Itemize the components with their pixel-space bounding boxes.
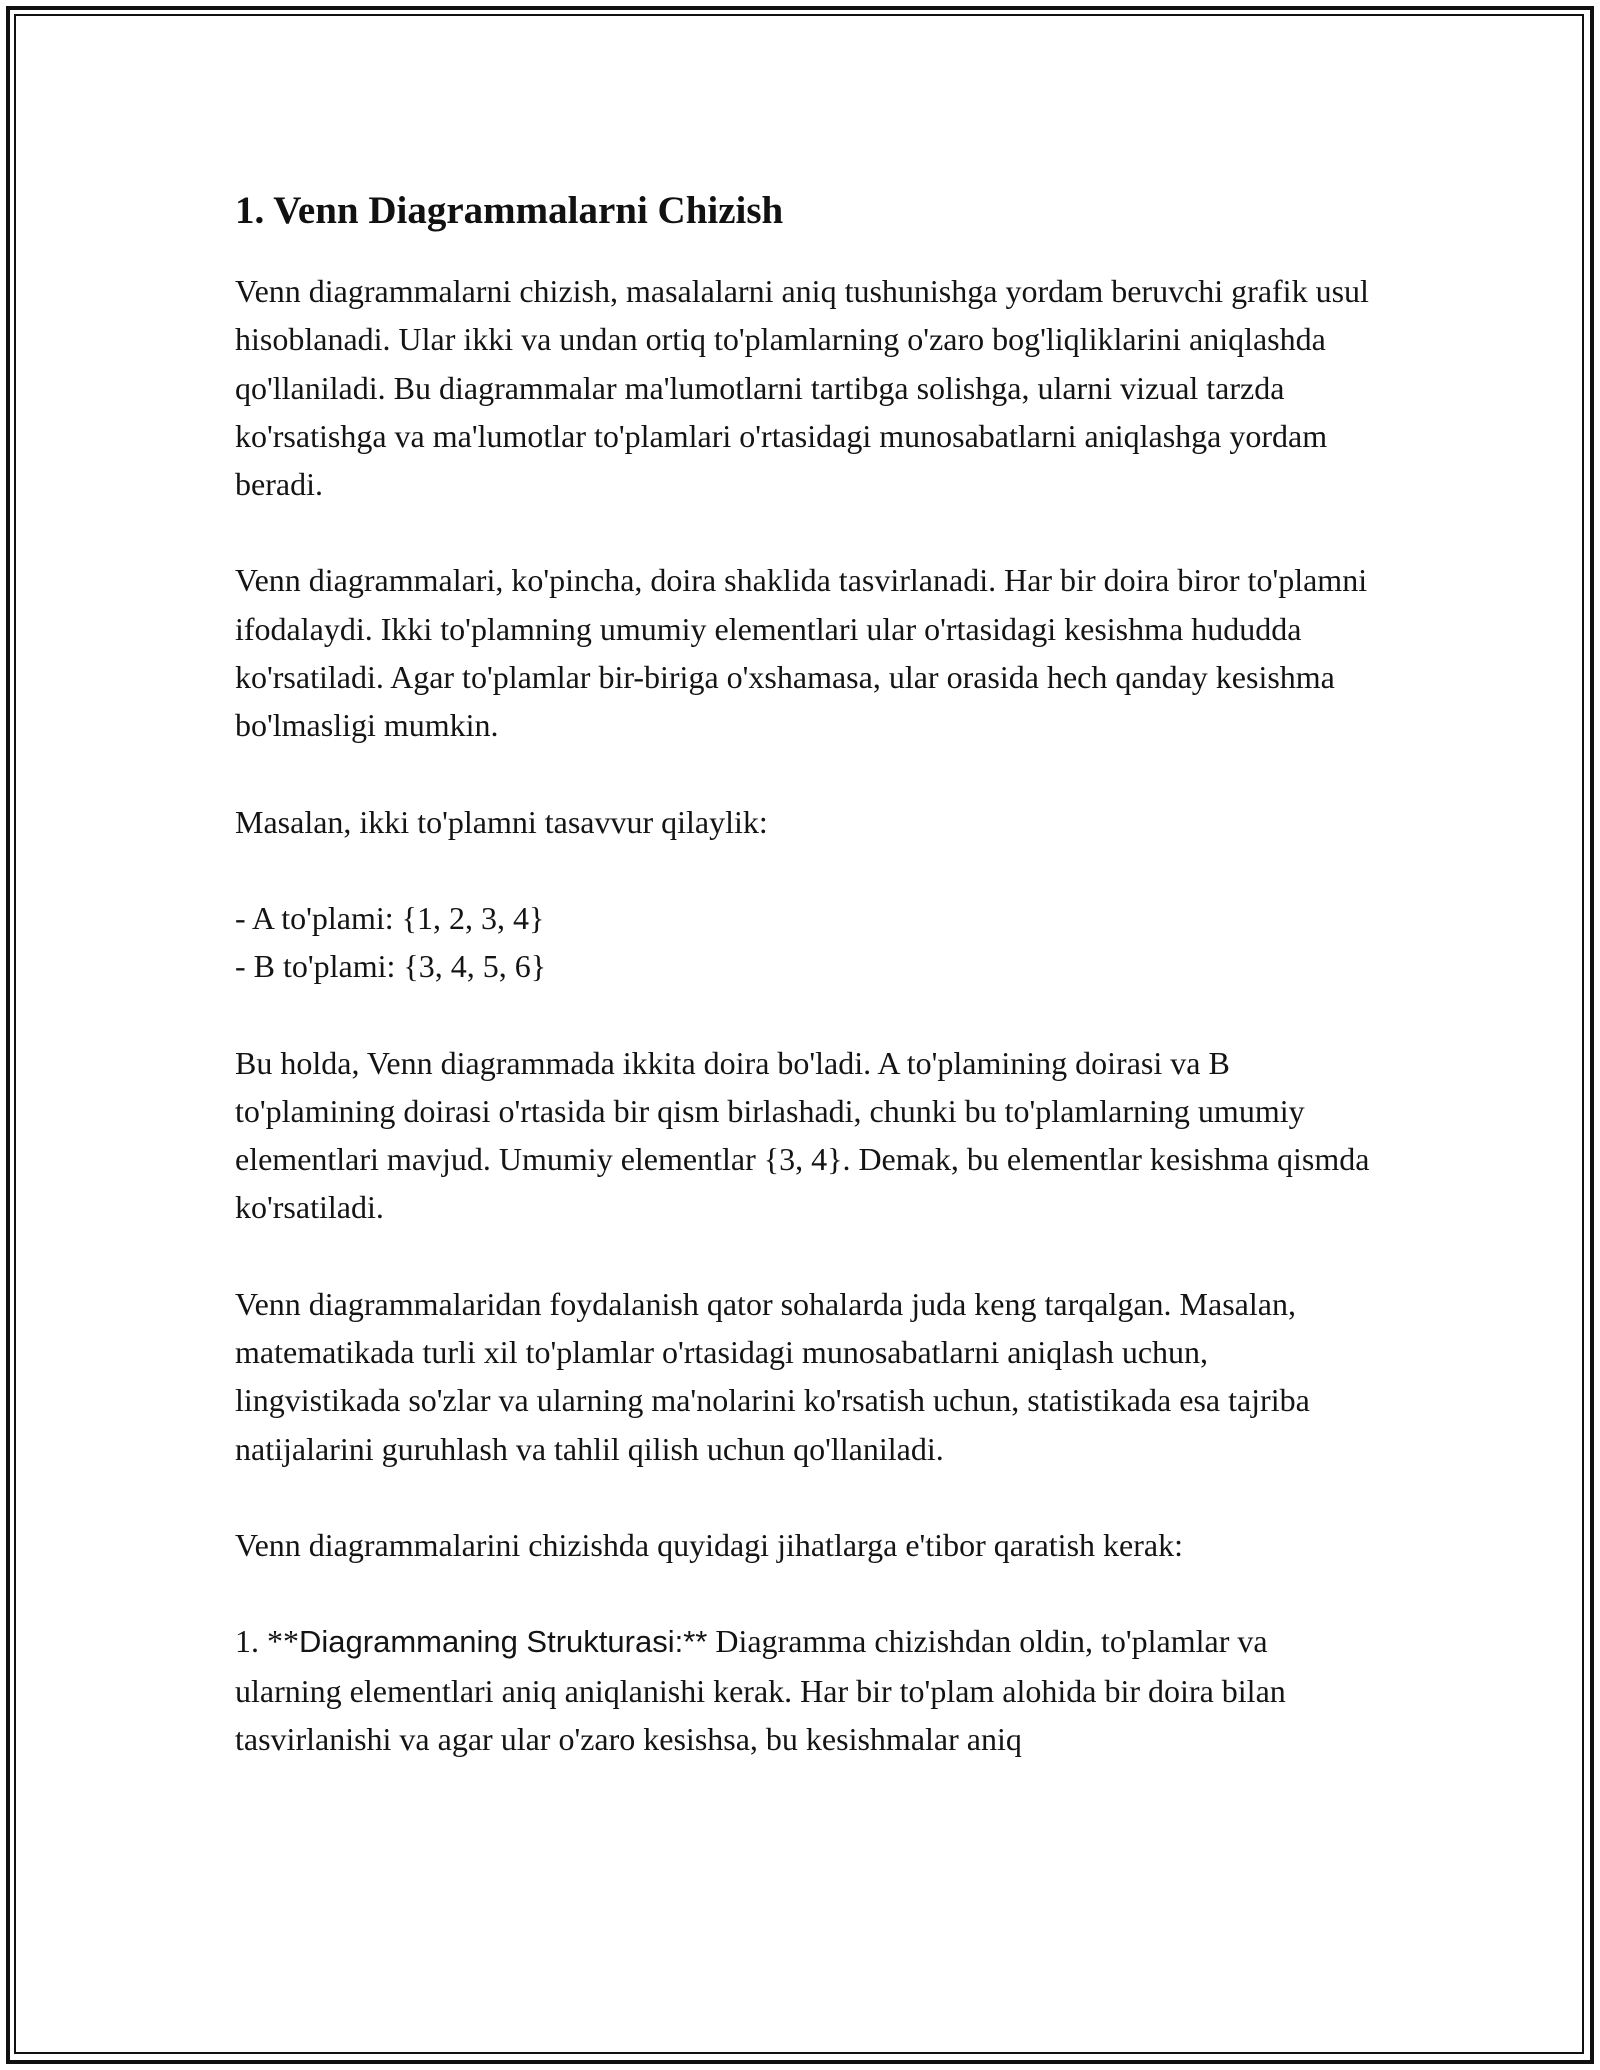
considerations-intro-paragraph: Venn diagrammalarini chizishda quyidagi jihatlarga e'tibor qaratish kerak: [235, 1526, 1183, 1563]
section-heading: 1. Venn Diagrammalarni Chizish [235, 189, 784, 232]
numbered-point-text: Diagramma chizishdan oldin, to'plamlar va ularning elementlari aniq aniqlanishi kerak. Har bir to'plam alohida bir doira bilan tasvirlanishi va agar ular o'zaro kesishsa, bu kesishmalar aniq [235, 1623, 1286, 1757]
circle-description-paragraph: Venn diagrammalari, ko'pincha, doira shaklida tasvirlanadi. Har bir doira biror to'plamni ifodalaydi. Ikki to'plamning umumiy elementlari ular o'rtasidagi kesishma hududda ko'rsatiladi. Agar to'plamlar bir-biriga o'xshamasa, ular orasida hech qanday kesishma bo'lmasligi mumkin. [235, 562, 1368, 744]
example-intro-paragraph: Masalan, ikki to'plamni tasavvur qilaylik: [235, 803, 768, 840]
applications-paragraph: Venn diagrammalaridan foydalanish qator sohalarda juda keng tarqalgan. Masalan, matematikada turli xil to'plamlar o'rtasidagi munosabatlarni aniqlash uchun, lingvistikada so'zlar va ularning ma'nolarini ko'rsatish uchun, statistikada esa tajriba natijalarini guruhlash va tahlil qilish uchun qo'llaniladi. [235, 1285, 1310, 1467]
numbered-point-prefix: 1. ** [235, 1623, 299, 1660]
set-list [235, 894, 1375, 991]
document-body [235, 185, 1375, 1763]
numbered-point-label: Diagrammaning Strukturasi:** [299, 1624, 708, 1660]
example-explanation-paragraph: Bu holda, Venn diagrammada ikkita doira bo'ladi. A to'plamining doirasi va B to'plamining doirasi o'rtasida bir qism birlashadi, chunki bu to'plamlarning umumiy elementlari mavjud. Umumiy elementlar {3, 4}. Demak, bu elementlar kesishma qismda ko'rsatiladi. [235, 1044, 1370, 1226]
intro-paragraph: Venn diagrammalarni chizish, masalalarni aniq tushunishga yordam beruvchi grafik usul hisoblanadi. Ular ikki va undan ortiq to'plamlarning o'zaro bog'liqliklarini aniqlashda qo'llaniladi. Bu diagrammalar ma'lumotlarni tartibga solishga, ularni vizual tarzda ko'rsatishga va ma'lumotlar to'plamlari o'rtasidagi munosabatlarni aniqlashga yordam beradi. [235, 273, 1369, 503]
list-item-set-a: - A to'plami: {1, 2, 3, 4} [235, 899, 545, 936]
numbered-point-1 [235, 1617, 1375, 1763]
list-item-set-b: - B to'plami: {3, 4, 5, 6} [235, 948, 547, 985]
